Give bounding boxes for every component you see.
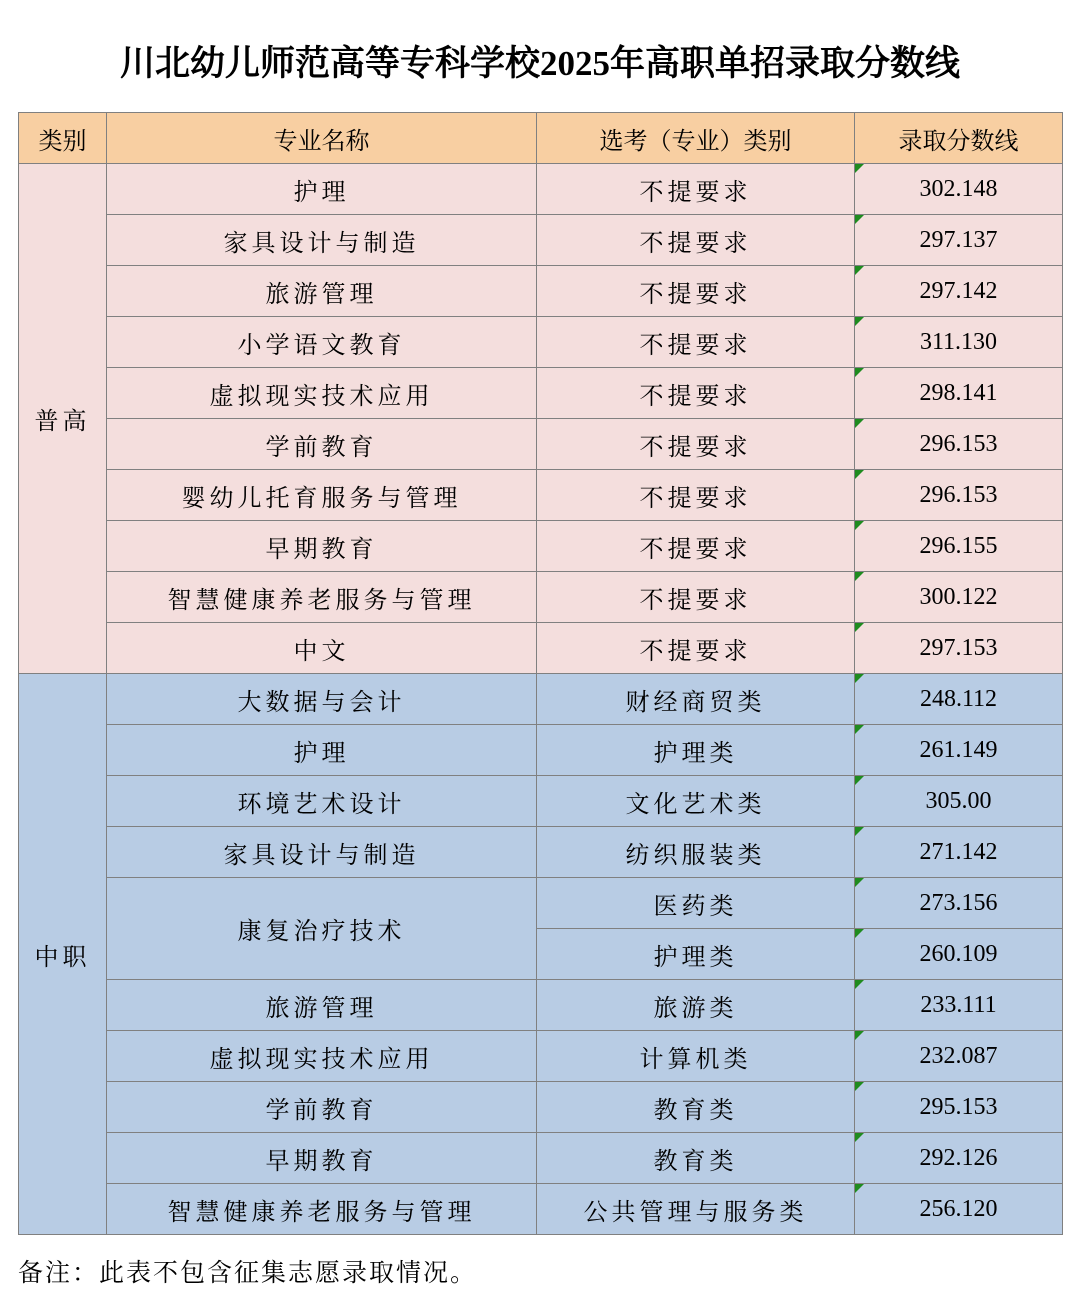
major-cell: 早期教育 <box>107 1133 537 1184</box>
score-cell: 297.153 <box>855 623 1063 674</box>
table-row <box>19 1082 1063 1133</box>
table-row <box>19 368 1063 419</box>
table-row <box>19 878 1063 929</box>
score-cell: 311.130 <box>855 317 1063 368</box>
major-cell: 家具设计与制造 <box>107 827 537 878</box>
score-cell: 261.149 <box>855 725 1063 776</box>
header-selection: 选考（专业）类别 <box>537 113 855 164</box>
table-row <box>19 725 1063 776</box>
score-cell: 296.155 <box>855 521 1063 572</box>
table-row <box>19 1184 1063 1235</box>
table-row <box>19 776 1063 827</box>
score-cell: 305.00 <box>855 776 1063 827</box>
score-cell: 273.156 <box>855 878 1063 929</box>
selection-cell: 不提要求 <box>537 368 855 419</box>
selection-cell: 财经商贸类 <box>537 674 855 725</box>
major-cell: 中文 <box>107 623 537 674</box>
major-cell: 家具设计与制造 <box>107 215 537 266</box>
header-major: 专业名称 <box>107 113 537 164</box>
selection-cell: 公共管理与服务类 <box>537 1184 855 1235</box>
major-cell: 大数据与会计 <box>107 674 537 725</box>
score-cell: 232.087 <box>855 1031 1063 1082</box>
score-cell: 256.120 <box>855 1184 1063 1235</box>
table-row <box>19 470 1063 521</box>
table-footnote: 备注：此表不包含征集志愿录取情况。 <box>18 1260 478 1287</box>
score-cell: 297.137 <box>855 215 1063 266</box>
table-row <box>19 623 1063 674</box>
score-cell: 260.109 <box>855 929 1063 980</box>
selection-cell: 教育类 <box>537 1133 855 1184</box>
table-row <box>19 521 1063 572</box>
major-cell: 旅游管理 <box>107 980 537 1031</box>
score-cell: 302.148 <box>855 164 1063 215</box>
score-cell: 271.142 <box>855 827 1063 878</box>
selection-cell: 不提要求 <box>537 521 855 572</box>
selection-cell: 教育类 <box>537 1082 855 1133</box>
header-score: 录取分数线 <box>855 113 1063 164</box>
score-cell: 296.153 <box>855 419 1063 470</box>
table-row <box>19 164 1063 215</box>
selection-cell: 护理类 <box>537 725 855 776</box>
selection-cell: 纺织服装类 <box>537 827 855 878</box>
table-row <box>19 1133 1063 1184</box>
major-cell: 虚拟现实技术应用 <box>107 368 537 419</box>
category-cell-pugao: 普高 <box>19 164 107 674</box>
selection-cell: 医药类 <box>537 878 855 929</box>
table-row <box>19 980 1063 1031</box>
score-cell: 297.142 <box>855 266 1063 317</box>
major-cell: 智慧健康养老服务与管理 <box>107 572 537 623</box>
major-cell: 早期教育 <box>107 521 537 572</box>
selection-cell: 不提要求 <box>537 623 855 674</box>
selection-cell: 护理类 <box>537 929 855 980</box>
major-cell: 婴幼儿托育服务与管理 <box>107 470 537 521</box>
table-body <box>19 164 1063 1235</box>
selection-cell: 不提要求 <box>537 317 855 368</box>
major-cell: 环境艺术设计 <box>107 776 537 827</box>
selection-cell: 不提要求 <box>537 572 855 623</box>
major-cell: 护理 <box>107 164 537 215</box>
selection-cell: 不提要求 <box>537 266 855 317</box>
selection-cell: 计算机类 <box>537 1031 855 1082</box>
major-cell: 小学语文教育 <box>107 317 537 368</box>
selection-cell: 文化艺术类 <box>537 776 855 827</box>
selection-cell: 不提要求 <box>537 215 855 266</box>
major-cell: 智慧健康养老服务与管理 <box>107 1184 537 1235</box>
table-header-row <box>19 113 1063 164</box>
score-cell: 233.111 <box>855 980 1063 1031</box>
selection-cell: 不提要求 <box>537 419 855 470</box>
table-row <box>19 419 1063 470</box>
header-category: 类别 <box>19 113 107 164</box>
major-cell: 康复治疗技术 <box>107 878 537 980</box>
major-cell: 旅游管理 <box>107 266 537 317</box>
score-cell: 300.122 <box>855 572 1063 623</box>
selection-cell: 不提要求 <box>537 164 855 215</box>
table-row <box>19 266 1063 317</box>
score-cell: 296.153 <box>855 470 1063 521</box>
table-row <box>19 674 1063 725</box>
table-header <box>19 113 1063 164</box>
selection-cell: 旅游类 <box>537 980 855 1031</box>
admission-score-table <box>18 112 1063 1235</box>
table-row <box>19 1031 1063 1082</box>
table-row <box>19 215 1063 266</box>
selection-cell: 不提要求 <box>537 470 855 521</box>
table-row <box>19 572 1063 623</box>
page-title: 川北幼儿师范高等专科学校2025年高职单招录取分数线 <box>119 44 960 83</box>
major-cell: 虚拟现实技术应用 <box>107 1031 537 1082</box>
table-row <box>19 827 1063 878</box>
major-cell: 学前教育 <box>107 1082 537 1133</box>
table-row <box>19 317 1063 368</box>
score-cell: 248.112 <box>855 674 1063 725</box>
category-cell-zhongzhi: 中职 <box>19 674 107 1235</box>
major-cell: 护理 <box>107 725 537 776</box>
major-cell: 学前教育 <box>107 419 537 470</box>
score-cell: 295.153 <box>855 1082 1063 1133</box>
score-cell: 292.126 <box>855 1133 1063 1184</box>
score-cell: 298.141 <box>855 368 1063 419</box>
